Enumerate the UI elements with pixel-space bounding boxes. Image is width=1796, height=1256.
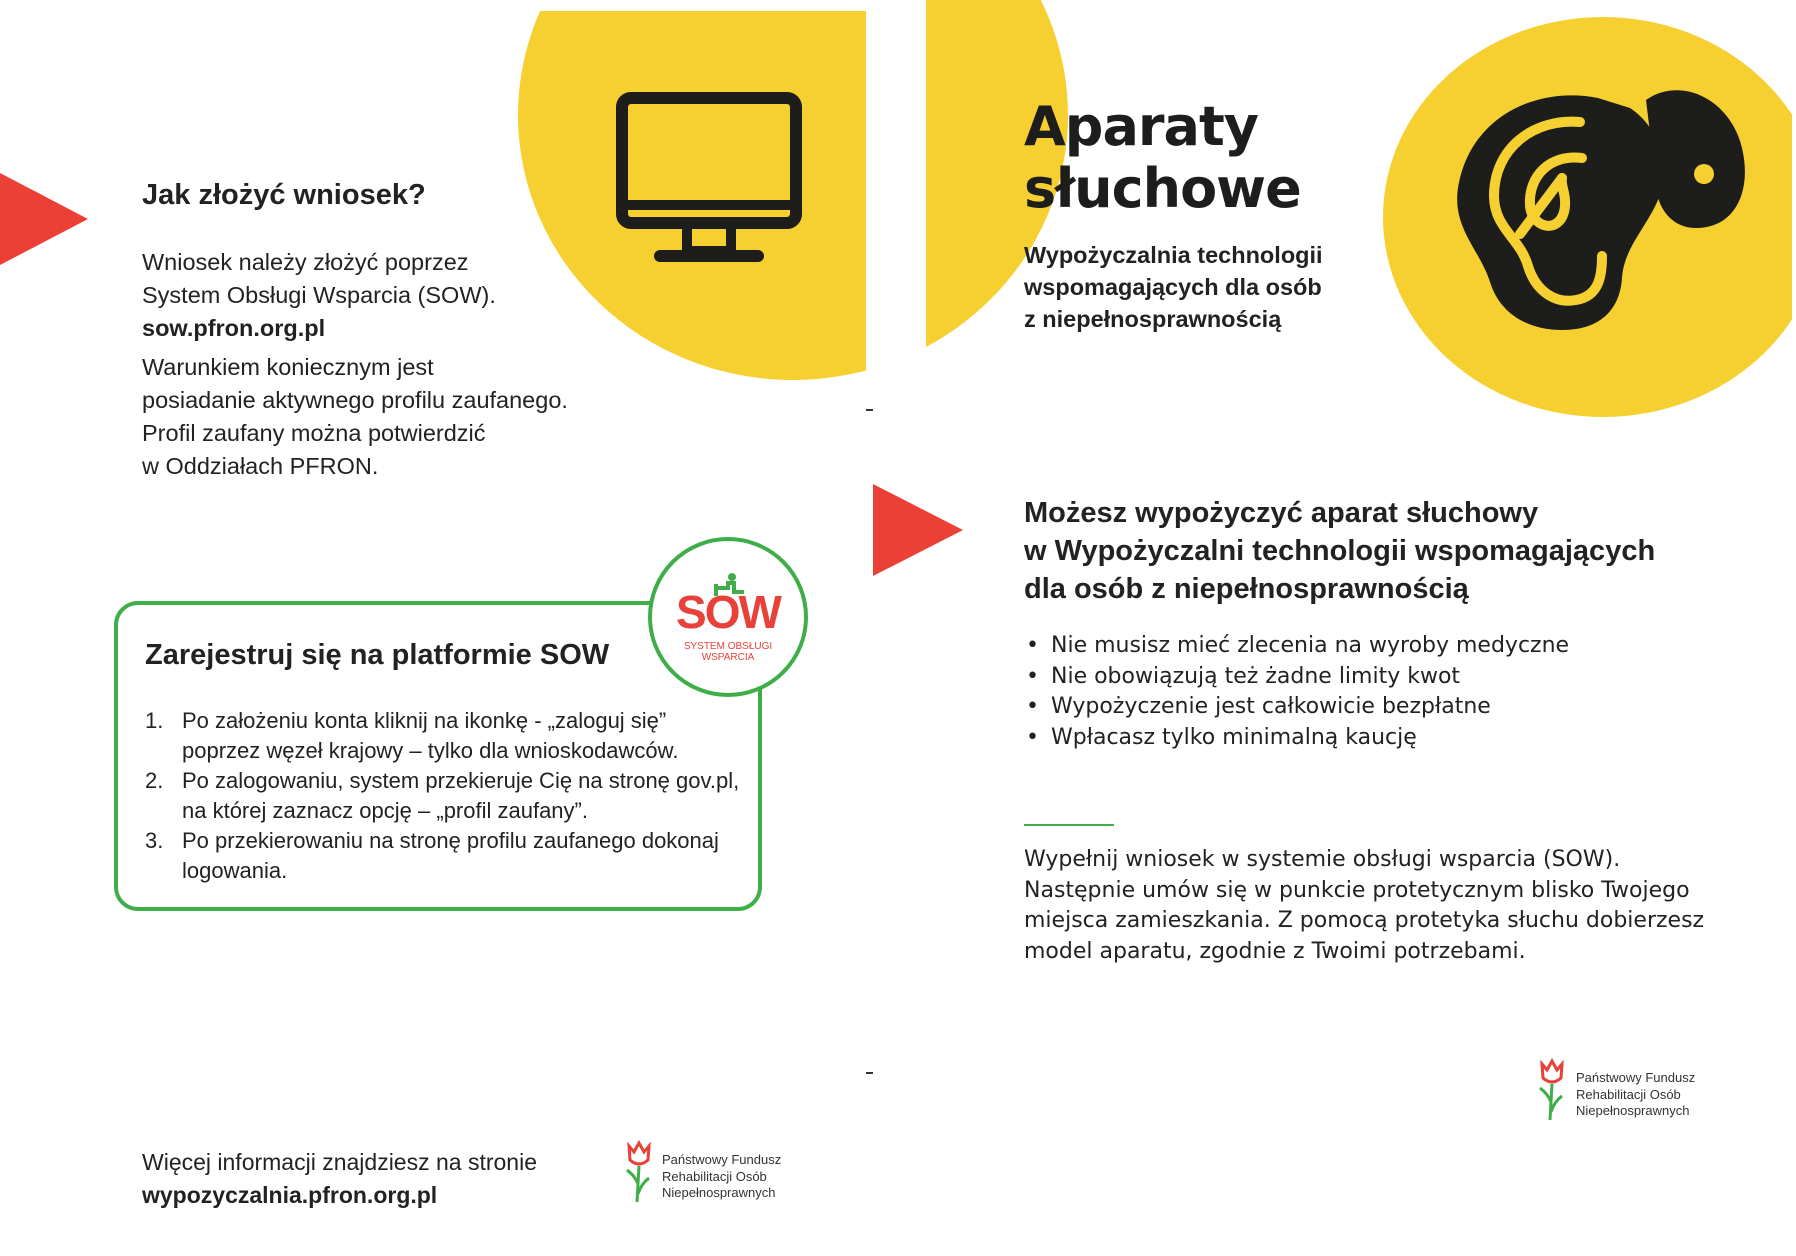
benefit-item: • Nie musisz mieć zlecenia na wyroby medyczne — [1026, 631, 1569, 662]
step-line: Po zalogowaniu, system przekieruje Cię na stronę gov.pl, — [182, 768, 740, 793]
green-divider — [1024, 824, 1114, 826]
pfron-line: Rehabilitacji Osób — [662, 1168, 767, 1184]
subtitle-line: z niepełnosprawnością — [1024, 306, 1282, 332]
more-info-text: Więcej informacji znajdziesz na stronie — [142, 1149, 537, 1175]
pfron-tulip-logo — [623, 1140, 655, 1204]
register-step — [145, 706, 745, 766]
sow-logo-word: SOW — [676, 586, 780, 638]
lead-heading — [1024, 494, 1655, 608]
lead-line: Możesz wypożyczyć aparat słuchowy — [1024, 497, 1539, 529]
sow-logo — [648, 537, 808, 697]
apply-line-1: Wniosek należy złożyć poprzez — [142, 249, 469, 275]
step-number: 3. — [145, 828, 164, 853]
benefit-item: • Wypożyczenie jest całkowicie bezpłatne — [1026, 692, 1569, 723]
pfron-line: Niepełnosprawnych — [1576, 1103, 1690, 1118]
monitor-icon — [614, 90, 804, 270]
pfron-line: Państwowy Fundusz — [662, 1152, 782, 1167]
condition-line-2: posiadanie aktywnego profilu zaufanego. — [142, 387, 568, 413]
red-triangle-arrow-icon — [0, 173, 88, 265]
para-line: model aparatu, zgodnie z Twoimi potrzebami. — [1024, 938, 1526, 964]
page-subtitle — [1024, 239, 1323, 335]
fold-mark — [866, 409, 873, 411]
ear-hearing-aid-icon — [1450, 78, 1750, 338]
apply-line-2: System Obsługi Wsparcia (SOW). — [142, 282, 496, 308]
fold-mark — [866, 1072, 873, 1074]
register-step — [145, 826, 745, 886]
pfron-line: Niepełnosprawnych — [662, 1185, 776, 1200]
title-line: słuchowe — [1024, 157, 1301, 220]
register-steps-list — [145, 706, 745, 886]
how-to-apply-heading: Jak złożyć wniosek? — [142, 179, 426, 211]
lead-line: w Wypożyczalni technologii wspomagających — [1024, 535, 1656, 567]
step-line: poprzez węzeł krajowy – tylko dla wnioskodawców. — [182, 738, 679, 763]
step-line: logowania. — [182, 858, 288, 883]
benefits-list — [1026, 631, 1569, 753]
sow-sub-line: SYSTEM OBSŁUGI — [683, 641, 773, 652]
step-number: 2. — [145, 768, 164, 793]
page-title — [1024, 96, 1301, 220]
pfron-line: Rehabilitacji Osób — [1576, 1086, 1681, 1102]
left-page-top-mask — [500, 0, 870, 11]
instructions-paragraph — [1024, 845, 1704, 967]
pfron-line: Państwowy Fundusz — [1576, 1070, 1696, 1085]
subtitle-line: Wypożyczalnia technologii — [1024, 242, 1323, 268]
title-line: Aparaty — [1024, 95, 1258, 158]
sow-sub-line: WSPARCIA — [701, 652, 755, 663]
pfron-tulip-logo — [1536, 1058, 1568, 1122]
step-line: Po założeniu konta kliknij na ikonkę - „zaloguj się” — [182, 708, 667, 733]
pfron-logo-text — [1576, 1070, 1695, 1120]
wypozyczalnia-url-link[interactable]: wypozyczalnia.pfron.org.pl — [142, 1182, 438, 1208]
step-number: 1. — [145, 708, 164, 733]
step-line: na której zaznacz opcję – „profil zaufany”. — [182, 798, 588, 823]
how-to-apply-text — [142, 246, 568, 483]
benefit-item: • Nie obowiązują też żadne limity kwot — [1026, 662, 1569, 693]
lead-line: dla osób z niepełnosprawnością — [1024, 573, 1469, 605]
para-line: Następnie umów się w punkcie protetycznym blisko Twojego — [1024, 877, 1690, 903]
para-line: Wypełnij wniosek w systemie obsługi wsparcia (SOW). — [1024, 847, 1621, 872]
register-heading: Zarejestruj się na platformie SOW — [145, 639, 610, 671]
pfron-logo-text — [662, 1152, 781, 1202]
condition-line-3: Profil zaufany można potwierdzić — [142, 420, 486, 446]
red-triangle-arrow-icon — [873, 484, 963, 576]
para-line: miejsca zamieszkania. Z pomocą protetyka słuchu dobierzesz — [1024, 908, 1705, 933]
footer-info — [142, 1146, 537, 1212]
subtitle-line: wspomagających dla osób — [1024, 274, 1322, 300]
condition-line-4: w Oddziałach PFRON. — [142, 453, 379, 479]
right-page-edge-mask — [1792, 0, 1796, 500]
sow-logo-subtitle — [652, 641, 804, 663]
benefit-item: • Wpłacasz tylko minimalną kaucję — [1026, 723, 1569, 754]
step-line: Po przekierowaniu na stronę profilu zaufanego dokonaj — [182, 828, 719, 853]
left-page-right-mask — [866, 0, 926, 400]
condition-line-1: Warunkiem koniecznym jest — [142, 354, 434, 380]
sow-url-link[interactable]: sow.pfron.org.pl — [142, 315, 326, 341]
register-step — [145, 766, 745, 826]
